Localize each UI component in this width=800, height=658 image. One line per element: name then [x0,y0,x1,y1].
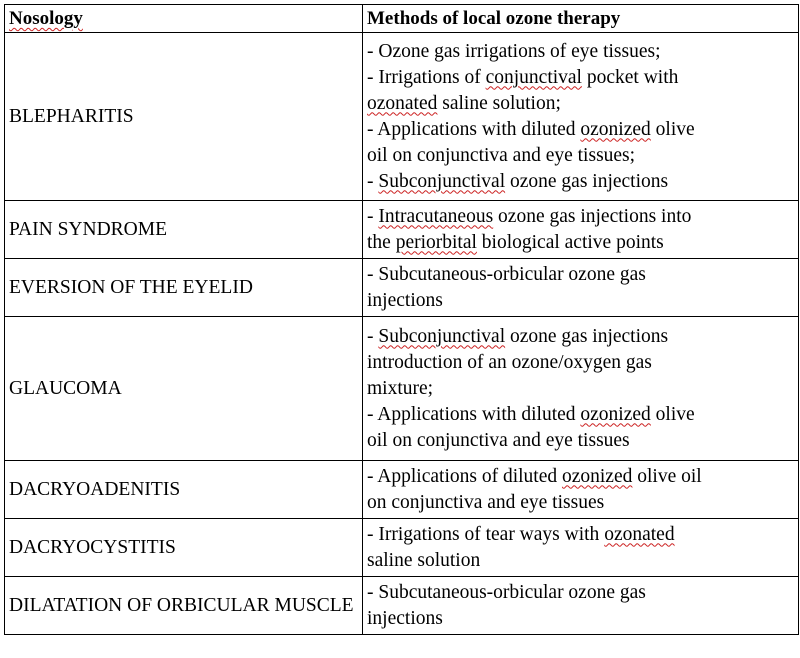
method-line: - Subcutaneous-orbicular ozone gas [367,581,646,603]
method-line: - Applications with diluted ozonized olive [367,118,695,140]
method-line: the periorbital biological active points [367,231,664,253]
methods-cell [363,259,799,317]
methods-cell [363,201,799,259]
table-row [5,201,799,259]
method-line: saline solution [367,549,481,571]
method-line: injections [367,607,443,629]
method-line: - Irrigations of tear ways with ozonated [367,523,675,545]
method-line: - Intracutaneous ozone gas injections into [367,205,692,227]
nosology-cell: BLEPHARITIS [5,33,363,201]
methods-cell [363,519,799,577]
method-line: ozonated saline solution; [367,92,561,114]
nosology-cell: GLAUCOMA [5,317,363,461]
method-line: - Applications with diluted ozonized olive [367,403,695,425]
header-methods: Methods of local ozone therapy [363,5,799,33]
document-page [4,4,798,635]
header-nosology: Nosology [5,5,363,33]
methods-cell [363,461,799,519]
method-line: - Irrigations of conjunctival pocket with [367,66,679,88]
table-row [5,461,799,519]
method-line: - Subcutaneous-orbicular ozone gas [367,263,646,285]
method-line: - Ozone gas irrigations of eye tissues; [367,40,661,62]
nosology-cell: DACRYOCYSTITIS [5,519,363,577]
table-row [5,33,799,201]
nosology-cell: DILATATION OF ORBICULAR MUSCLE [5,577,363,635]
nosology-cell: DACRYOADENITIS [5,461,363,519]
table-row [5,519,799,577]
methods-cell [363,33,799,201]
method-line: oil on conjunctiva and eye tissues [367,429,630,451]
ozone-therapy-table [4,4,799,635]
table-row [5,577,799,635]
method-line: - Applications of diluted ozonized olive oil [367,465,702,487]
method-line: injections [367,289,443,311]
table-body [5,33,799,635]
table-row [5,317,799,461]
method-line: - Subconjunctival ozone gas injections [367,170,669,192]
nosology-cell: EVERSION OF THE EYELID [5,259,363,317]
method-line: on conjunctiva and eye tissues [367,491,605,513]
methods-cell [363,317,799,461]
method-line: mixture; [367,377,434,399]
header-row [5,5,799,33]
method-line: introduction of an ozone/oxygen gas [367,351,652,373]
method-line: oil on conjunctiva and eye tissues; [367,144,636,166]
method-line: - Subconjunctival ozone gas injections [367,325,669,347]
nosology-cell: PAIN SYNDROME [5,201,363,259]
methods-cell [363,577,799,635]
table-row [5,259,799,317]
